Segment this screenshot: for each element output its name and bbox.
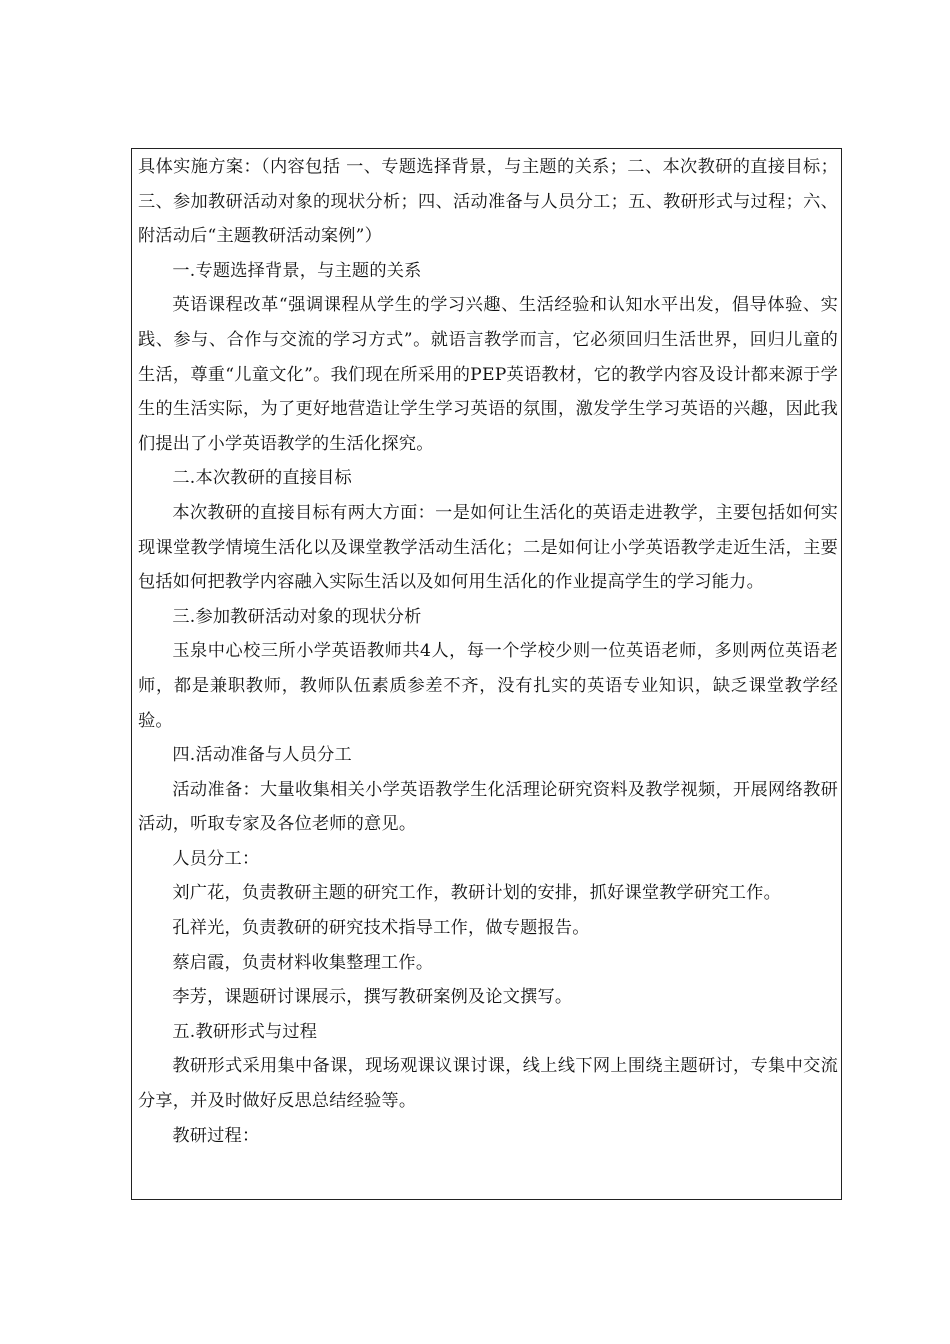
paragraph-process-label: 教研过程： xyxy=(172,1125,260,1146)
section-heading-background: 一.专题选择背景，与主题的关系 xyxy=(172,260,422,281)
paragraph-format: 教研形式采用集中备课，现场观课议课讨课，线上线下网上围绕主题研讨，专集中交流分享，并及时做好反思总结经验等。 xyxy=(138,1056,838,1112)
section-heading-preparation: 四.活动准备与人员分工 xyxy=(172,745,352,766)
staff-item-cai: 蔡启霞，负责材料收集整理工作。 xyxy=(172,952,434,973)
paragraph-preparation: 活动准备：大量收集相关小学英语教学生化活理论研究资料及教学视频，开展网络教研活动，听取专家及各位老师的意见。 xyxy=(138,779,838,835)
section-heading-format: 五.教研形式与过程 xyxy=(172,1021,318,1042)
intro-paragraph: 具体实施方案：（内容包括 一、专题选择背景，与主题的关系；二、本次教研的直接目标；三、参加教研活动对象的现状分析；四、活动准备与人员分工；五、教研形式与过程；六、附活动后“主题教研活动案例”） xyxy=(138,157,838,247)
paragraph-analysis: 玉泉中心校三所小学英语教师共4人，每一个学校少则一位英语老师，多则两位英语老师，都是兼职教师，教师队伍素质参差不齐，没有扎实的英语专业知识，缺乏课堂教学经验。 xyxy=(138,641,838,731)
staff-item-li: 李芳，课题研讨课展示，撰写教研案例及论文撰写。 xyxy=(172,987,573,1008)
paragraph-goals: 本次教研的直接目标有两大方面：一是如何让生活化的英语走进教学，主要包括如何实现课堂教学情境生活化以及课堂教学活动生活化；二是如何让小学英语教学走近生活，主要包括如何把教学内容融入实际生活以及如何用生活化的作业提高学生的学习能力。 xyxy=(138,502,838,593)
paragraph-staff-label: 人员分工： xyxy=(172,848,260,869)
paragraph-background: 英语课程改革“强调课程从学生的学习兴趣、生活经验和认知水平出发，倡导体验、实践、参与、合作与交流的学习方式”。就语言教学而言，它必须回归生活世界，回归儿童的生活，尊重“儿童文化”。我们现在所采用的PEP英语教材，它的教学内容及设计都来源于学生的生活实际，为了更好地营造让学生学习英语的氛围，激发学生学习英语的兴趣，因此我们提出了小学英语教学的生活化探究。 xyxy=(138,295,838,454)
document-body xyxy=(138,150,838,1153)
staff-item-kong: 孔祥光，负责教研的研究技术指导工作，做专题报告。 xyxy=(172,918,590,939)
section-heading-analysis: 三.参加教研活动对象的现状分析 xyxy=(172,606,422,627)
section-heading-goals: 二.本次教研的直接目标 xyxy=(172,468,352,489)
staff-item-liu: 刘广花，负责教研主题的研究工作，教研计划的安排，抓好课堂教学研究工作。 xyxy=(172,883,781,904)
